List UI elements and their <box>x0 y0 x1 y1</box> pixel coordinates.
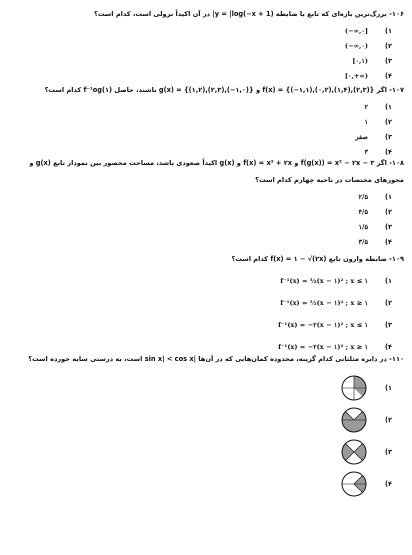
question-108 <box>8 159 404 249</box>
option-number: ۳) <box>384 56 392 65</box>
option-4[interactable] <box>8 144 392 159</box>
option-2[interactable] <box>8 404 392 436</box>
option-3[interactable] <box>8 436 392 468</box>
options-list <box>8 99 392 159</box>
option-4[interactable] <box>8 234 392 249</box>
question-106 <box>8 10 404 83</box>
option-value: (−∞,۰] <box>344 26 368 35</box>
option-value: صفر <box>355 132 368 141</box>
option-number: ۲) <box>384 416 392 424</box>
question-text: ۱۱۰- در دایره مثلثاتی کدام گزینه، محدوده کمان‌هایی که در آن‌ها |sin x| < cos x است، به درستی سایه خورده است؟ <box>28 355 404 363</box>
option-value: ۳ <box>364 147 368 156</box>
question-107 <box>8 86 404 159</box>
option-3[interactable] <box>8 314 392 336</box>
option-number: ۱) <box>384 102 392 111</box>
option-number: ۴) <box>384 480 392 488</box>
option-number: ۲) <box>384 299 392 307</box>
option-number: ۱) <box>384 26 392 35</box>
option-number: ۲) <box>384 41 392 50</box>
option-1[interactable] <box>8 99 392 114</box>
option-number: ۲) <box>384 117 392 126</box>
question-109 <box>8 255 404 358</box>
option-2[interactable] <box>8 38 392 53</box>
question-text: ۱۰۶- بزرگ‌ترین بازه‌ای که تابع با ضابطه y = |log(−x + 1)| در آن اکیداً نزولی است، کدام است؟ <box>94 10 404 18</box>
option-number: ۴) <box>384 147 392 156</box>
option-number: ۴) <box>384 71 392 80</box>
question-text-continued: محورهای مختصات در ناحیه چهارم کدام است؟ <box>255 176 404 184</box>
option-number: ۳) <box>384 222 392 231</box>
question-text: ۱۰۹- ضابطه وارون تابع f(x) = ۱ − √(۲x) کدام است؟ <box>231 255 404 263</box>
option-2[interactable] <box>8 114 392 129</box>
option-2[interactable] <box>8 292 392 314</box>
options-list <box>8 189 392 249</box>
option-value: f⁻¹(x) = −۲(x − ۱)² ; x ≥ ۱ <box>278 343 368 351</box>
option-number: ۱) <box>384 192 392 201</box>
option-1[interactable] <box>8 189 392 204</box>
option-3[interactable] <box>8 129 392 144</box>
unit-circle-4-icon <box>340 470 368 498</box>
option-value: ۲/۵ <box>358 192 368 201</box>
option-3[interactable] <box>8 53 392 68</box>
unit-circle-2-icon <box>340 406 368 434</box>
option-1[interactable] <box>8 23 392 38</box>
options-list <box>8 372 392 500</box>
option-value: ۲ <box>364 102 368 111</box>
option-value: ۳/۵ <box>358 237 368 246</box>
option-number: ۱) <box>384 384 392 392</box>
option-1[interactable] <box>8 270 392 292</box>
option-value: f⁻¹(x) = ½(x − ۱)² ; x ≥ ۱ <box>280 299 368 307</box>
option-number: ۴) <box>384 237 392 246</box>
option-4[interactable] <box>8 68 392 83</box>
option-number: ۳) <box>384 321 392 329</box>
question-text: ۱۰۸- اگر f(g(x)) = x² − ۲x − ۳ و f(x) = x² + ۲x و g(x) اکیداً صعودی باشد، مساحت محصور بین نمودار تابع g(x) و <box>29 159 404 167</box>
option-value: (−∞,۰) <box>344 41 368 50</box>
option-number: ۳) <box>384 448 392 456</box>
option-number: ۴) <box>384 343 392 351</box>
option-value: [۰,۱) <box>352 56 368 65</box>
option-value: ۴/۵ <box>358 207 368 216</box>
option-value: ۱/۵ <box>358 222 368 231</box>
options-list <box>8 270 392 358</box>
unit-circle-3-icon <box>340 438 368 466</box>
unit-circle-1-icon <box>340 374 368 402</box>
option-number: ۲) <box>384 207 392 216</box>
question-text: ۱۰۷- اگر f(x) = {(−۱,۱),(۰,۲),(۱,۴),(۲,۳)} و g(x) = {(۱,۲),(۲,۳),(−۱,۰)} باشند، حاصل f⁻¹og(۱) کدام است؟ <box>44 86 404 94</box>
options-list <box>8 23 392 83</box>
option-2[interactable] <box>8 204 392 219</box>
option-4[interactable] <box>8 468 392 500</box>
option-number: ۳) <box>384 132 392 141</box>
question-110 <box>8 355 404 500</box>
option-value: f⁻¹(x) = ½(x − ۱)² ; x ≤ ۱ <box>280 277 368 285</box>
option-value: f⁻¹(x) = −۲(x − ۱)² ; x ≤ ۱ <box>278 321 368 329</box>
option-value: ۱ <box>364 117 368 126</box>
option-3[interactable] <box>8 219 392 234</box>
option-value: [۰,+∞) <box>344 71 368 80</box>
option-1[interactable] <box>8 372 392 404</box>
option-number: ۱) <box>384 277 392 285</box>
